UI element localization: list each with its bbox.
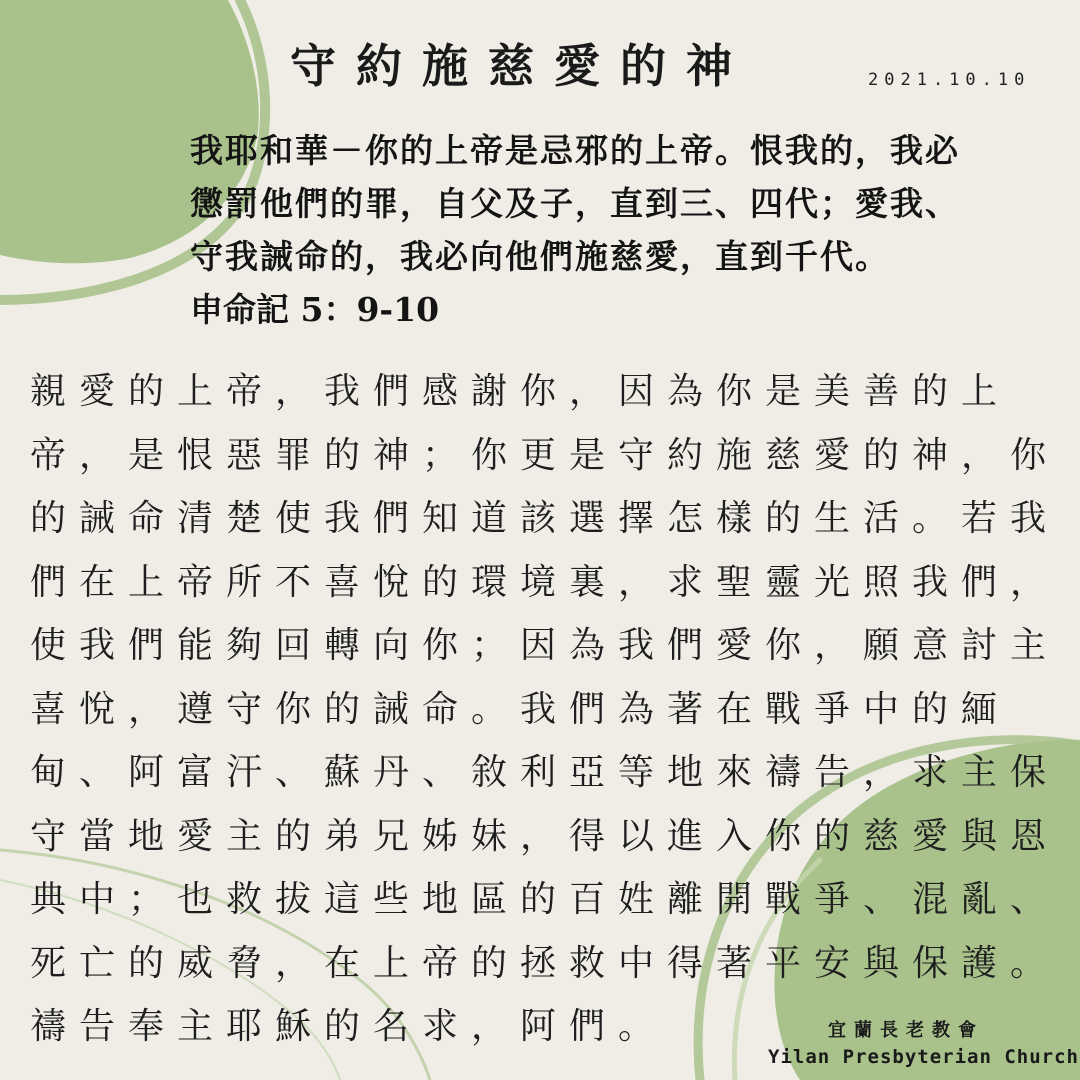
verse-line: 我耶和華－你的上帝是忌邪的上帝。恨我的，我必 [190, 131, 960, 170]
verse-reference: 申命記 5：9-10 [190, 290, 440, 329]
prayer-line: 死亡的威脅，在上帝的拯救中得著平安與保護。 [30, 942, 1060, 984]
prayer-line: 帝，是恨惡罪的神；你更是守約施慈愛的神，你 [30, 434, 1060, 476]
prayer-line: 甸、阿富汗、蘇丹、敘利亞等地來禱告，求主保 [30, 752, 1060, 793]
prayer-line: 親愛的上帝，我們感謝你，因為你是美善的上 [30, 371, 1011, 412]
prayer-line: 喜悅，遵守你的誡命。我們為著在戰爭中的緬 [30, 688, 1011, 730]
church-name-chinese: 宜蘭長老教會 [828, 1020, 984, 1041]
page-title: 守約施慈愛的神 [290, 39, 752, 93]
prayer-line: 的誡命清楚使我們知道該選擇怎樣的生活。若我 [30, 498, 1060, 539]
date-label: 2021.10.10 [868, 70, 1031, 90]
prayer-line: 禱告奉主耶穌的名求，阿們。 [30, 1006, 668, 1047]
church-name-english: Yilan Presbyterian Church [768, 1046, 1079, 1068]
prayer-text [30, 360, 1060, 1059]
prayer-line: 們在上帝所不喜悅的環境裏，求聖靈光照我們， [30, 561, 1060, 603]
verse-line: 守我誡命的，我必向他們施慈愛，直到千代。 [190, 237, 890, 276]
verse-line: 懲罰他們的罪，自父及子，直到三、四代；愛我、 [190, 184, 960, 223]
prayer-line: 守當地愛主的弟兄姊妹，得以進入你的慈愛與恩 [30, 815, 1060, 857]
prayer-line: 使我們能夠回轉向你；因為我們愛你，願意討主 [30, 625, 1060, 666]
scripture-verse [190, 124, 1070, 336]
prayer-line: 典中；也救拔這些地區的百姓離開戰爭、混亂、 [30, 879, 1060, 920]
